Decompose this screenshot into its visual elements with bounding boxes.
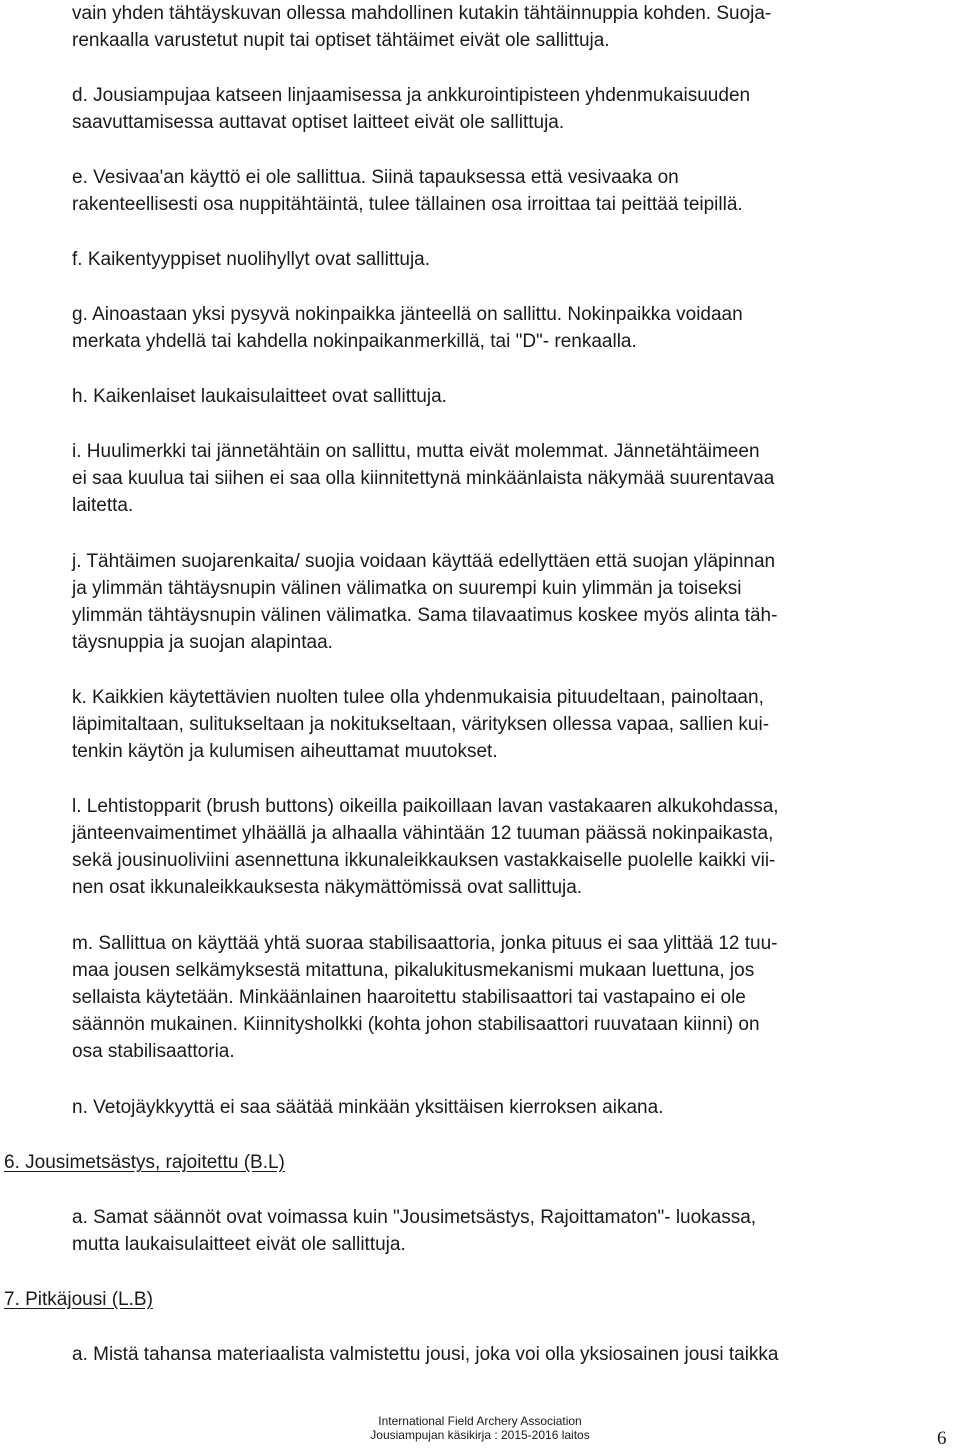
body-line: ja ylimmän tähtäysnupin välinen välimatka on suurempi kuin ylimmän ja toiseksi [72, 578, 742, 599]
body-line: mutta laukaisulaitteet eivät ole sallittuja. [72, 1234, 406, 1255]
body-line: täysnuppia ja suojan alapintaa. [72, 632, 333, 653]
body-line: jänteenvaimentimet ylhäällä ja alhaalla vähintään 12 tuuman päässä nokinpaikasta, [72, 823, 774, 844]
item-e: e. Vesivaa'an käyttö ei ole sallittua. Siinä tapauksessa että vesivaaka on [72, 167, 679, 188]
item-f: f. Kaikentyyppiset nuolihyllyt ovat sallittuja. [72, 249, 431, 270]
item-m: m. Sallittua on käyttää yhtä suoraa stabilisaattoria, jonka pituus ei saa ylittää 12 tuu- [72, 933, 778, 954]
body-line: sellaista käytetään. Minkäänlainen haaroitettu stabilisaattori tai vastapaino ei ole [72, 987, 746, 1008]
footer-organization: International Field Archery Association [378, 1414, 582, 1428]
item-j: j. Tähtäimen suojarenkaita/ suojia voidaan käyttää edellyttäen että suojan yläpinnan [72, 551, 776, 572]
item-g: g. Ainoastaan yksi pysyvä nokinpaikka jänteellä on sallittu. Nokinpaikka voidaan [72, 304, 743, 325]
body-line: renkaalla varustetut nupit tai optiset tähtäimet eivät ole sallittuja. [72, 30, 610, 51]
body-line: ei saa kuulua tai siihen ei saa olla kiinnitettynä minkäänlaista näkymää suurentavaa [72, 468, 775, 489]
body-line: ylimmän tähtäysnupin välinen välimatka. Sama tilavaatimus koskee myös alinta täh- [72, 605, 778, 626]
body-line: tenkin käytön ja kulumisen aiheuttamat muutokset. [72, 741, 498, 762]
body-line: merkata yhdellä tai kahdella nokinpaikanmerkillä, tai "D"- renkaalla. [72, 331, 637, 352]
body-line: laitetta. [72, 495, 134, 516]
body-line: rakenteellisesti osa nuppitähtäintä, tulee tällainen osa irroittaa tai peittää teipillä. [72, 194, 743, 215]
body-line: säännön mukainen. Kiinnitysholkki (kohta johon stabilisaattori ruuvataan kiinni) on [72, 1014, 760, 1035]
item-d: d. Jousiampujaa katseen linjaamisessa ja ankkurointipisteen yhdenmukaisuuden [72, 85, 751, 106]
section-heading-6: 6. Jousimetsästys, rajoitettu (B.L) [4, 1152, 285, 1173]
section-heading-7: 7. Pitkäjousi (L.B) [4, 1289, 153, 1310]
footer-document-title: Jousiampujan käsikirja : 2015-2016 laitos [370, 1428, 590, 1442]
item-k: k. Kaikkien käytettävien nuolten tulee olla yhdenmukaisia pituudeltaan, painoltaan, [72, 687, 764, 708]
body-line: läpimitaltaan, sulitukseltaan ja nokitukseltaan, värityksen ollessa vapaa, sallien kui- [72, 714, 770, 735]
item-n: n. Vetojäykkyyttä ei saa säätää minkään yksittäisen kierroksen aikana. [72, 1097, 664, 1118]
body-line: vain yhden tähtäyskuvan ollessa mahdollinen kutakin tähtäinnuppia kohden. Suoja- [72, 3, 772, 24]
body-line: nen osat ikkunaleikkauksesta näkymättömissä ovat sallittuja. [72, 877, 583, 898]
body-line: sekä jousinuoliviini asennettuna ikkunaleikkauksen vastakkaiselle puolelle kaikki vii- [72, 850, 776, 871]
item-l: l. Lehtistopparit (brush buttons) oikeilla paikoillaan lavan vastakaaren alkukohdassa, [72, 796, 779, 817]
item-a: a. Samat säännöt ovat voimassa kuin "Jousimetsästys, Rajoittamaton"- luokassa, [72, 1207, 757, 1228]
page-number: 6 [937, 1428, 947, 1449]
item-h: h. Kaikenlaiset laukaisulaitteet ovat sallittuja. [72, 386, 447, 407]
body-line: maa jousen selkämyksestä mitattuna, pikalukitusmekanismi mukaan luettuna, jos [72, 960, 755, 981]
item-a: a. Mistä tahansa materiaalista valmistettu jousi, joka voi olla yksiosainen jousi taikka [72, 1344, 779, 1365]
body-line: osa stabilisaattoria. [72, 1041, 235, 1062]
body-line: saavuttamisessa auttavat optiset laitteet eivät ole sallittuja. [72, 112, 565, 133]
item-i: i. Huulimerkki tai jännetähtäin on sallittu, mutta eivät molemmat. Jännetähtäimeen [72, 441, 760, 462]
